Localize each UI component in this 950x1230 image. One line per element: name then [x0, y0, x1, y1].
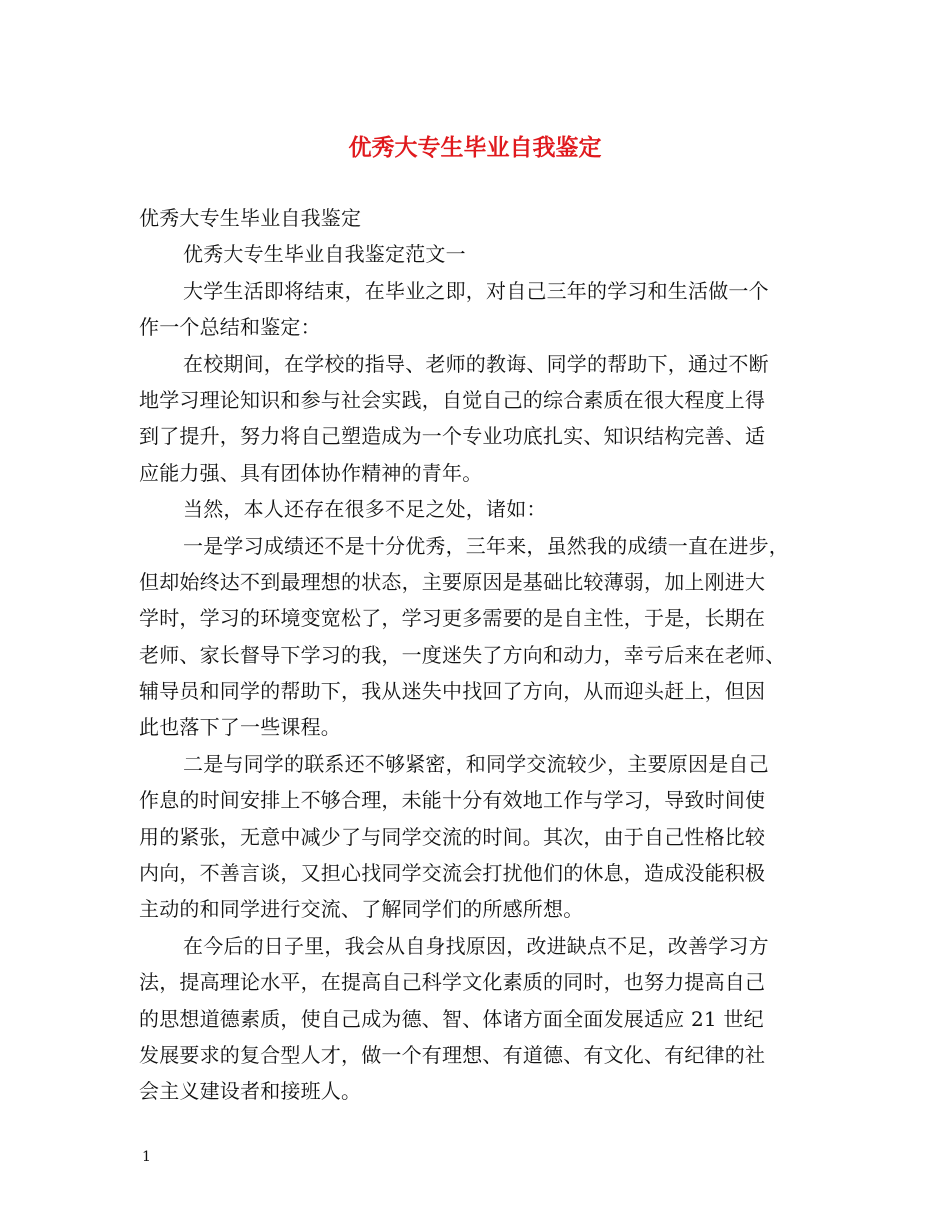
body-line: 学时，学习的环境变宽松了，学习更多需要的是自主性，于是，长期在	[139, 606, 766, 631]
body-line: 辅导员和同学的帮助下，我从迷失中找回了方向，从而迎头赶上，但因	[139, 679, 766, 704]
document-title: 优秀大专生毕业自我鉴定	[348, 134, 602, 161]
page-number: 1	[142, 1149, 151, 1165]
body-line: 当然，本人还存在很多不足之处，诸如：	[183, 497, 547, 522]
body-line: 发展要求的复合型人才，做一个有理想、有道德、有文化、有纪律的社	[139, 1042, 766, 1067]
body-line: 二是与同学的联系还不够紧密，和同学交流较少，主要原因是自己	[183, 751, 769, 776]
body-line: 地学习理论知识和参与社会实践，自觉自己的综合素质在很大程度上得	[139, 387, 766, 412]
body-line: 老师、家长督导下学习的我，一度迷失了方向和动力，幸亏后来在老师、	[139, 642, 786, 667]
body-line: 应能力强、具有团体协作精神的青年。	[139, 460, 483, 485]
body-line: 一是学习成绩还不是十分优秀，三年来，虽然我的成绩一直在进步，	[183, 533, 789, 558]
body-line: 用的紧张，无意中减少了与同学交流的时间。其次，由于自己性格比较	[139, 824, 766, 849]
body-line: 优秀大专生毕业自我鉴定	[139, 206, 362, 230]
body-line: 作息的时间安排上不够合理，未能十分有效地工作与学习，导致时间使	[139, 788, 766, 813]
body-line: 但却始终达不到最理想的状态，主要原因是基础比较薄弱，加上刚进大	[139, 569, 766, 594]
body-line: 在校期间，在学校的指导、老师的教诲、同学的帮助下，通过不断	[183, 351, 769, 376]
body-line: 优秀大专生毕业自我鉴定范文一	[183, 242, 466, 267]
body-line: 在今后的日子里，我会从自身找原因，改进缺点不足，改善学习方	[183, 933, 769, 958]
body-line: 的思想道德素质，使自己成为德、智、体诸方面全面发展适应 21 世纪	[139, 1006, 764, 1031]
body-line: 到了提升，努力将自己塑造成为一个专业功底扎实、知识结构完善、适	[139, 424, 766, 449]
body-line: 主动的和同学进行交流、了解同学们的所感所想。	[139, 897, 584, 922]
body-line: 内向，不善言谈，又担心找同学交流会打扰他们的休息，造成没能积极	[139, 861, 766, 886]
body-line: 作一个总结和鉴定：	[139, 315, 321, 340]
body-line: 会主义建设者和接班人。	[139, 1079, 362, 1104]
document-body	[139, 200, 819, 1110]
body-line: 大学生活即将结束，在毕业之即，对自己三年的学习和生活做一个	[183, 278, 769, 303]
body-line: 法，提高理论水平，在提高自己科学文化素质的同时，也努力提高自己	[139, 970, 766, 995]
body-line: 此也落下了一些课程。	[139, 715, 341, 740]
